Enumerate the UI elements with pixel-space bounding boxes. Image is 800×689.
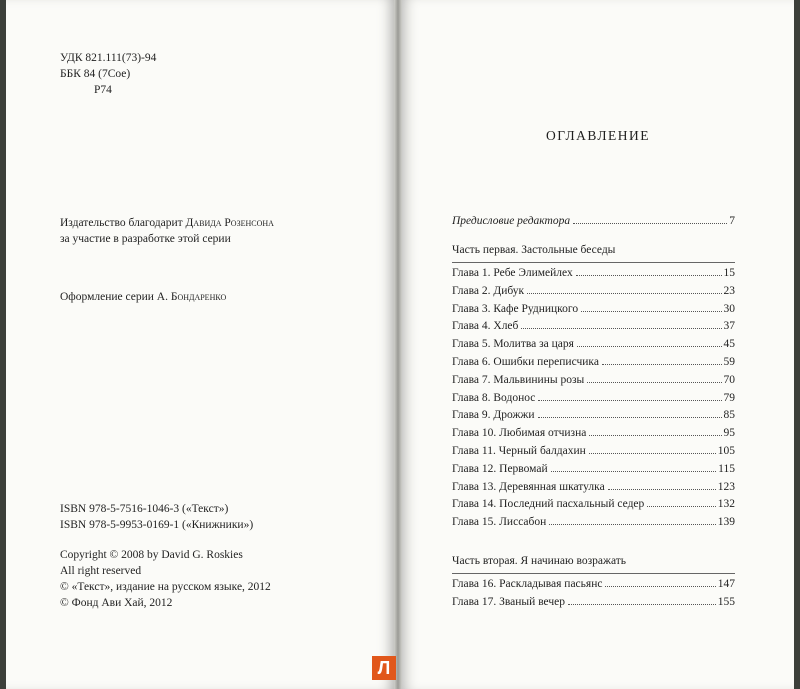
design-name: А. Бондаренко bbox=[156, 291, 227, 303]
toc-entry-page: 105 bbox=[717, 445, 735, 457]
toc-leader-dots bbox=[568, 604, 716, 605]
toc-leader-dots bbox=[589, 453, 716, 454]
toc-entry[interactable] bbox=[452, 596, 735, 610]
toc-entry-page: 85 bbox=[723, 409, 735, 422]
author-code: Р74 bbox=[94, 84, 112, 96]
thanks-line-2: за участие в разработке этой серии bbox=[60, 233, 231, 245]
toc-entry-label: Глава 9. Дрожжи bbox=[452, 409, 535, 422]
toc-entry-label: Глава 4. Хлеб bbox=[452, 320, 519, 333]
toc-title: ОГЛАВЛЕНИЕ bbox=[545, 128, 651, 143]
toc-entry-page: 23 bbox=[723, 284, 735, 297]
toc-entry[interactable] bbox=[452, 392, 735, 406]
toc-entry[interactable] bbox=[452, 445, 735, 459]
copyright-line: Copyright © 2008 by David G. Roskies bbox=[60, 549, 243, 561]
toc-entry-page: 123 bbox=[717, 480, 735, 493]
toc-entry-label: Глава 15. Лиссабон bbox=[452, 516, 547, 529]
toc-entry-page: 59 bbox=[723, 356, 735, 368]
toc-entry-label: Глава 8. Водонос bbox=[452, 391, 536, 404]
toc-leader-dots bbox=[576, 275, 722, 276]
toc-entry[interactable] bbox=[452, 516, 735, 530]
toc-entry[interactable] bbox=[452, 374, 735, 388]
toc-leader-dots bbox=[608, 489, 716, 490]
toc-leader-dots bbox=[647, 506, 715, 507]
thanks-line-1 bbox=[60, 216, 274, 230]
toc-leader-dots bbox=[577, 346, 722, 347]
toc-leader-dots bbox=[587, 382, 721, 383]
right-page bbox=[402, 0, 794, 689]
isbn-knizhniki: ISBN 978-5-9953-0169-1 («Книжники») bbox=[60, 519, 254, 531]
toc-entry-label: Глава 11. Черный балдахин bbox=[452, 445, 586, 457]
labirint-logo-icon bbox=[372, 656, 396, 680]
toc-entry-label: Глава 5. Молитва за царя bbox=[452, 338, 574, 351]
toc-leader-dots bbox=[602, 364, 722, 365]
toc-entry-label: Глава 13. Деревянная шкатулка bbox=[452, 480, 605, 493]
design-credit bbox=[60, 290, 226, 304]
toc-entry-page: 79 bbox=[723, 391, 735, 404]
toc-entry-preface[interactable] bbox=[452, 215, 735, 229]
design-prefix: Оформление серии bbox=[60, 291, 157, 303]
toc-entry-page: 147 bbox=[717, 578, 735, 590]
toc-entry[interactable] bbox=[452, 498, 735, 512]
left-page bbox=[6, 0, 394, 689]
toc-entry[interactable] bbox=[452, 427, 735, 441]
udk-code: УДК 821.111(73)-94 bbox=[60, 52, 157, 64]
toc-entry-page: 155 bbox=[717, 596, 735, 608]
toc-entry-label: Глава 7. Мальвинины розы bbox=[452, 373, 585, 386]
toc-entry[interactable] bbox=[452, 356, 735, 370]
toc-entry[interactable] bbox=[452, 320, 735, 334]
toc-entry-page: 132 bbox=[717, 498, 735, 511]
toc-entry-page: 45 bbox=[723, 338, 735, 351]
toc-leader-dots bbox=[538, 400, 721, 401]
toc-entry[interactable] bbox=[452, 578, 735, 592]
toc-entry[interactable] bbox=[452, 267, 735, 281]
toc-entry[interactable] bbox=[452, 481, 735, 495]
isbn-text: ISBN 978-5-7516-1046-3 («Текст») bbox=[60, 503, 229, 515]
toc-entry-page: 30 bbox=[723, 302, 735, 315]
logo-letter: Л bbox=[377, 658, 391, 678]
toc-entry-page: 37 bbox=[723, 320, 735, 333]
toc-entry-label: Глава 16. Раскладывая пасьянс bbox=[452, 578, 603, 590]
bbk-code: ББК 84 (7Сое) bbox=[60, 68, 131, 80]
toc-leader-dots bbox=[527, 293, 721, 294]
toc-entry-label: Глава 12. Первомай bbox=[452, 462, 548, 475]
copyright-line: All right reserved bbox=[60, 565, 142, 577]
toc-leader-dots bbox=[605, 586, 715, 587]
toc-entry-label: Глава 17. Званый вечер bbox=[452, 596, 566, 608]
toc-entry-label: Глава 2. Дибук bbox=[452, 284, 525, 297]
copyright-line: © «Текст», издание на русском языке, 2012 bbox=[60, 581, 271, 593]
toc-entry-label: Глава 1. Ребе Элимейлех bbox=[452, 267, 573, 279]
thanks-prefix: Издательство благодарит bbox=[60, 217, 186, 229]
toc-entry[interactable] bbox=[452, 409, 735, 423]
toc-entry[interactable] bbox=[452, 463, 735, 477]
toc-entry-page: 139 bbox=[717, 516, 735, 529]
divider bbox=[452, 262, 735, 263]
toc-leader-dots bbox=[549, 524, 715, 525]
thanks-name: Давида Розенсона bbox=[185, 217, 274, 229]
toc-entry-label: Предисловие редактора bbox=[452, 215, 571, 227]
book-spine bbox=[394, 0, 402, 689]
toc-entry[interactable] bbox=[452, 285, 735, 299]
toc-entry-page: 7 bbox=[729, 215, 735, 227]
copyright-line: © Фонд Ави Хай, 2012 bbox=[60, 597, 173, 609]
toc-entry-page: 15 bbox=[723, 267, 735, 279]
toc-leader-dots bbox=[573, 223, 727, 224]
part-heading: Часть первая. Застольные беседы bbox=[452, 244, 616, 256]
toc-entry-page: 115 bbox=[718, 462, 735, 475]
toc-entry-label: Глава 3. Кафе Рудницкого bbox=[452, 302, 579, 315]
toc-entry[interactable] bbox=[452, 338, 735, 352]
toc-entry-label: Глава 14. Последний пасхальный седер bbox=[452, 498, 645, 511]
toc-leader-dots bbox=[551, 471, 717, 472]
toc-entry[interactable] bbox=[452, 303, 735, 317]
part-heading: Часть вторая. Я начинаю возражать bbox=[452, 555, 627, 567]
toc-entry-label: Глава 10. Любимая отчизна bbox=[452, 427, 587, 440]
toc-entry-page: 95 bbox=[723, 427, 735, 440]
divider bbox=[452, 573, 735, 574]
toc-leader-dots bbox=[589, 435, 721, 436]
toc-leader-dots bbox=[581, 311, 721, 312]
toc-leader-dots bbox=[538, 417, 722, 418]
toc-entry-page: 70 bbox=[723, 373, 735, 386]
toc-entry-label: Глава 6. Ошибки переписчика bbox=[452, 356, 599, 368]
toc-leader-dots bbox=[521, 328, 721, 329]
